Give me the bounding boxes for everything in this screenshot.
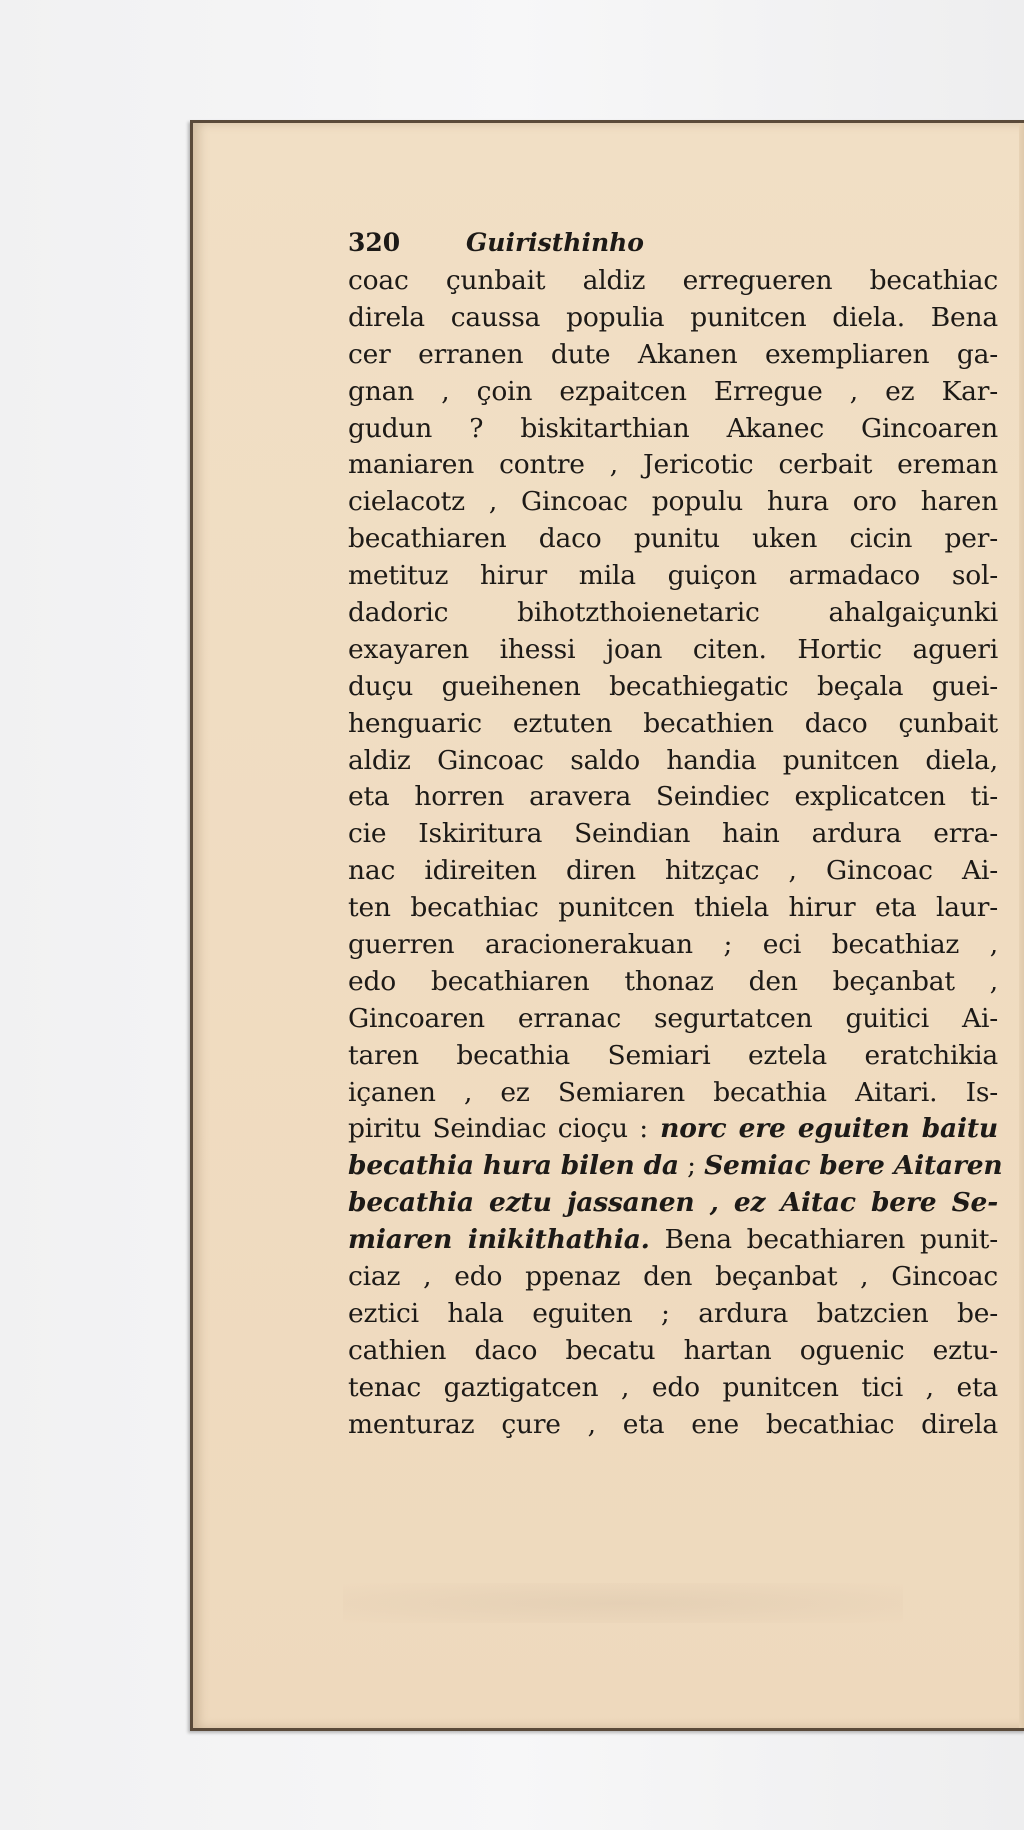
line-text: direla caussa populia punitcen diela. Bena xyxy=(348,301,998,333)
text-line xyxy=(348,779,998,816)
line-text: cathien daco becatu hartan oguenic eztu- xyxy=(348,1334,998,1366)
line-text: maniaren contre , Jericotic cerbait ereman xyxy=(348,449,998,481)
text-line xyxy=(348,1370,998,1407)
text-line xyxy=(348,1075,998,1112)
text-line xyxy=(348,447,998,484)
text-line xyxy=(348,1296,998,1333)
line-text: exayaren ihessi joan citen. Hortic agueri xyxy=(348,633,998,665)
line-text: henguaric eztuten becathien daco çunbait xyxy=(348,707,998,739)
text-line xyxy=(348,706,998,743)
text-line xyxy=(348,890,998,927)
line-text: becathiaren daco punitu uken cicin per- xyxy=(348,523,998,555)
line-text: içanen , ez Semiaren becathia Aitari. Is- xyxy=(348,1076,998,1108)
text-line xyxy=(348,964,998,1001)
text-line xyxy=(348,1333,998,1370)
line-text: ; xyxy=(678,1150,705,1182)
line-text: menturaz çure , eta ene becathiac direla xyxy=(348,1408,998,1440)
text-line xyxy=(348,743,998,780)
line-text: Bena becathiaren punit- xyxy=(649,1224,998,1256)
line-text: gudun ? biskitarthian Akanec Gincoaren xyxy=(348,412,998,444)
line-text: metituz hirur mila guiçon armadaco sol- xyxy=(348,560,998,592)
text-line xyxy=(348,816,998,853)
text-line xyxy=(348,595,998,632)
text-line xyxy=(348,1222,998,1259)
italic-quote: miaren inikithathia. xyxy=(348,1224,650,1256)
line-text: coac çunbait aldiz erregueren becathiac xyxy=(348,265,998,296)
line-text: nac idireiten diren hitzçac , Gincoac Ai- xyxy=(348,855,998,887)
italic-quote: Semiac bere Aitaren xyxy=(704,1150,1003,1182)
text-line xyxy=(348,1111,998,1148)
italic-quote: becathia eztu jassanen , ez Aitac bere Se- xyxy=(348,1187,998,1219)
text-line xyxy=(348,1148,1003,1185)
italic-quote: becathia hura bilen da xyxy=(348,1150,679,1182)
line-text: tenac gaztigatcen , edo punitcen tici , eta xyxy=(348,1371,998,1403)
text-line xyxy=(348,853,998,890)
line-text: cie Iskiritura Seindian hain ardura erra- xyxy=(348,818,998,850)
text-block xyxy=(348,223,1003,1444)
text-line xyxy=(348,632,998,669)
line-text: aldiz Gincoac saldo handia punitcen diela, xyxy=(348,744,998,776)
line-text: piritu Seindiac cioçu : xyxy=(348,1113,648,1145)
text-line xyxy=(348,521,998,558)
line-text: ciaz , edo ppenaz den beçanbat , Gincoac xyxy=(348,1261,998,1293)
text-line xyxy=(348,669,998,706)
text-line xyxy=(348,337,998,374)
line-text: Gincoaren erranac segurtatcen guitici Ai- xyxy=(348,1002,998,1034)
page-header xyxy=(348,223,998,263)
running-head: Guiristhinho xyxy=(465,228,644,257)
text-line xyxy=(348,300,998,337)
page-number: 320 xyxy=(348,228,401,257)
text-line xyxy=(348,411,998,448)
page-edge xyxy=(1019,123,1024,1728)
text-line xyxy=(348,374,998,411)
line-text: dadoric bihotzthoienetaric ahalgaiçunki xyxy=(348,597,998,629)
line-text: gnan , çoin ezpaitcen Erregue , ez Kar- xyxy=(348,375,998,407)
text-line xyxy=(348,1259,998,1296)
line-text: guerren aracionerakuan ; eci becathiaz , xyxy=(348,929,998,961)
line-text: eta horren aravera Seindiec explicatcen ti- xyxy=(348,781,998,813)
bleed-through xyxy=(343,1583,903,1623)
text-line xyxy=(348,484,998,521)
line-text: ten becathiac punitcen thiela hirur eta laur- xyxy=(348,892,998,924)
italic-quote: norc ere eguiten baitu xyxy=(648,1113,998,1145)
text-line xyxy=(348,927,998,964)
text-line xyxy=(348,1185,998,1222)
body-text xyxy=(348,263,1003,1444)
text-line xyxy=(348,558,998,595)
line-text: duçu gueihenen becathiegatic beçala guei- xyxy=(348,670,998,702)
line-text: cielacotz , Gincoac populu hura oro haren xyxy=(348,486,998,518)
text-line xyxy=(348,1038,998,1075)
book-page xyxy=(190,120,1024,1731)
line-text: edo becathiaren thonaz den beçanbat , xyxy=(348,965,998,997)
text-line xyxy=(348,1001,998,1038)
text-line xyxy=(348,1407,998,1444)
text-line xyxy=(348,263,998,300)
line-text: eztici hala eguiten ; ardura batzcien be- xyxy=(348,1297,998,1329)
line-text: cer erranen dute Akanen exempliaren ga- xyxy=(348,338,998,370)
line-text: taren becathia Semiari eztela eratchikia xyxy=(348,1039,998,1071)
